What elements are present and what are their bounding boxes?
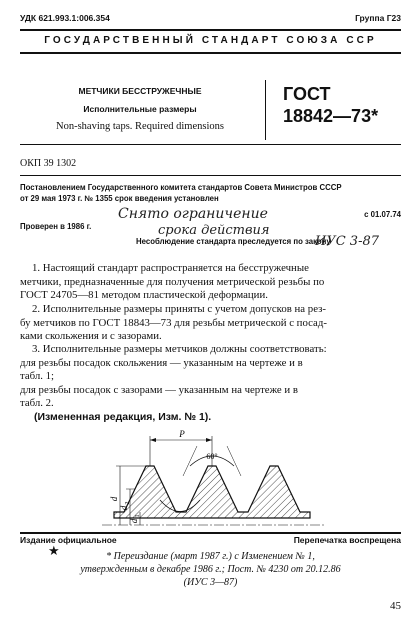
handwritten-note-3: ИУС 3-87 <box>315 234 380 249</box>
title-divider <box>265 80 266 140</box>
decree-line1: Постановлением Государственного комитета стандартов Совета Министров СССР <box>20 183 342 192</box>
paragraph-3-line-3: табл. 1; <box>20 370 55 382</box>
paragraph-2 <box>20 303 401 344</box>
checked-year: Проверен в 1986 г. <box>20 222 92 231</box>
decree-line2: от 29 мая 1973 г. № 1355 срок введения установлен <box>20 194 219 203</box>
thread-teeth <box>114 466 310 518</box>
pitch-arrow-right <box>206 438 212 442</box>
paragraph-3 <box>20 343 401 411</box>
state-standard-banner: ГОСУДАРСТВЕННЫЙ СТАНДАРТ СОЮЗА ССР <box>44 35 377 46</box>
effective-date: с 01.07.74 <box>364 210 401 219</box>
reissue-note-2: утвержденным в декабре 1986 г.; Пост. № 4230 от 20.12.86 <box>80 564 341 575</box>
udk-code: УДК 621.993.1:006.354 <box>20 13 110 23</box>
footer-rule <box>20 532 401 534</box>
paragraph-3-line-2: для резьбы посадок скольжения — указанным на чертеже и в <box>20 356 303 369</box>
header-rule-bottom <box>20 52 401 54</box>
reprint-prohibited: Перепечатка воспрещена <box>293 535 401 545</box>
paragraph-1-line-3: ГОСТ 24705—81 методом пластической деформации. <box>20 289 268 301</box>
dim-d2-label: d <box>119 505 129 511</box>
dim-d1-subscript: 1 <box>135 514 141 518</box>
amendment-note: (Измененная редакция, Изм. № 1). <box>34 411 212 423</box>
title-ru: МЕТЧИКИ БЕССТРУЖЕЧНЫЕ <box>78 86 202 96</box>
reissue-note-1: * Переиздание (март 1987 г.) с Изменением № 1, <box>106 551 315 562</box>
paragraph-3-line-1: 3. Исполнительные размеры метчиков должны соответствовать: <box>32 343 327 355</box>
gost-number: 18842—73* <box>283 106 379 126</box>
angle-label: 60° <box>206 452 218 461</box>
group-code: Группа Г23 <box>355 13 401 23</box>
okp-code: ОКП 39 1302 <box>20 158 77 169</box>
paragraph-2-line-3: ками скольжения и с зазорами. <box>20 330 162 342</box>
gost-label: ГОСТ <box>283 84 331 104</box>
subtitle-ru: Исполнительные размеры <box>83 104 197 114</box>
handwritten-note-2: срока действия <box>158 223 270 238</box>
reissue-note-3: (ИУС 3—87) <box>183 577 238 588</box>
page-number: 45 <box>390 600 401 612</box>
paragraph-2-line-1: 2. Исполнительные размеры приняты с учетом допусков на рез- <box>32 303 326 315</box>
paragraph-1 <box>20 262 401 303</box>
thread-profile-drawing <box>100 430 340 530</box>
pitch-arrow-left <box>150 438 156 442</box>
paragraph-1-line-2: метчики, предназначенные для получения метрической резьбы по <box>20 275 325 288</box>
title-rule <box>20 144 401 145</box>
paragraph-3-line-4: для резьбы посадок с зазорами — указанным на чертеже и в <box>20 383 298 396</box>
penalty-notice: Несоблюдение стандарта преследуется по закону <box>136 237 331 246</box>
paragraph-3-line-5: табл. 2. <box>20 397 54 409</box>
paragraph-1-line-1: 1. Настоящий стандарт распространяется на бесстружечные <box>32 262 309 274</box>
official-edition: Издание официальное <box>20 535 117 545</box>
dim-d1-label: d <box>129 518 139 524</box>
paragraph-2-line-2: бу метчиков по ГОСТ 18843—73 для резьбы метрической с посад- <box>20 316 327 329</box>
star-icon: ★ <box>48 543 60 558</box>
subtitle-en: Non-shaving taps. Required dimensions <box>56 121 224 132</box>
flank-extension-left <box>183 446 197 476</box>
dim-d-label: d <box>109 496 119 502</box>
flank-extension-right <box>227 446 241 476</box>
dim-d2-subscript: 2 <box>125 501 131 505</box>
header-rule-top <box>20 29 401 31</box>
handwritten-note-1: Снято ограничение <box>118 206 268 222</box>
okp-rule <box>20 175 401 176</box>
pitch-label: P <box>179 430 185 439</box>
